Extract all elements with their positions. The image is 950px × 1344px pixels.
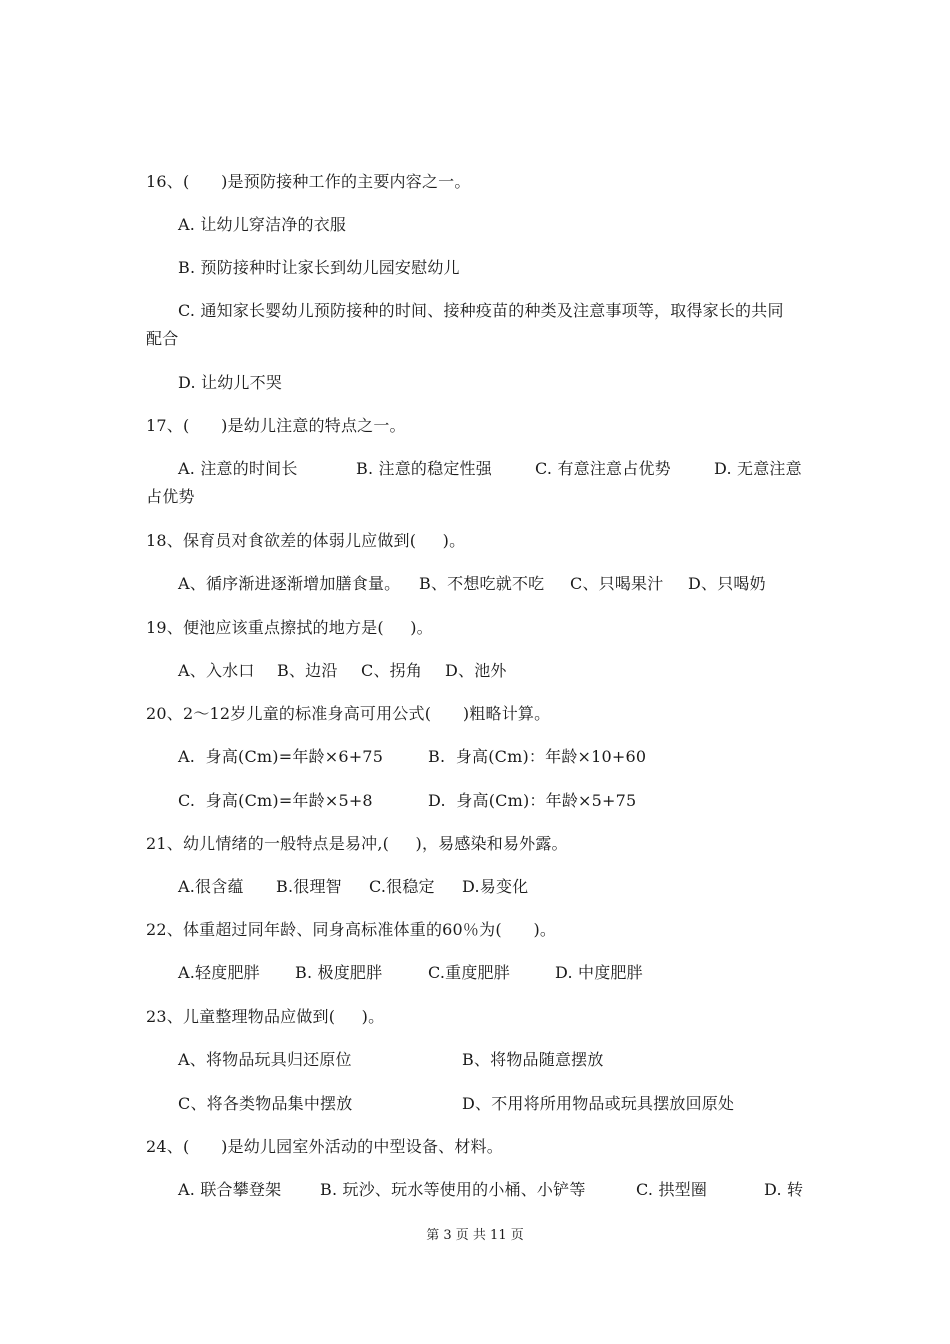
question-19: 19、便池应该重点擦拭的地方是( )。 [146,618,433,637]
q16-option-d: D. 让幼儿不哭 [178,373,283,392]
q17-option-a: A. 注意的时间长 [178,459,298,478]
q17-option-d: D. 无意注意 [714,459,802,478]
q19-option-c: C、拐角 [361,661,423,680]
q18-option-d: D、只喝奶 [688,574,766,593]
q18-option-b: B、不想吃就不吃 [419,574,545,593]
question-22: 22、体重超过同年龄、同身高标准体重的60％为( )。 [146,920,557,939]
q18-option-c: C、只喝果汁 [570,574,664,593]
q23-option-b: B、将物品随意摆放 [462,1050,604,1069]
q21-option-c: C.很稳定 [369,877,435,896]
q23-option-a: A、将物品玩具归还原位 [178,1050,352,1069]
question-20: 20、2～12岁儿童的标准身高可用公式( )粗略计算。 [146,704,551,723]
question-16: 16、( )是预防接种工作的主要内容之一。 [146,172,471,191]
q19-option-b: B、边沿 [277,661,338,680]
question-23: 23、儿童整理物品应做到( )。 [146,1007,385,1026]
q20-option-b: B. 身高(Cm)：年龄×10+60 [428,747,647,766]
q20-option-c: C. 身高(Cm)=年龄×5+8 [178,791,373,810]
q24-option-a: A. 联合攀登架 [178,1180,282,1199]
q21-option-a: A.很含蕴 [178,877,244,896]
q17-option-c: C. 有意注意占优势 [535,459,671,478]
question-24: 24、( )是幼儿园室外活动的中型设备、材料。 [146,1137,503,1156]
q16-option-b: B. 预防接种时让家长到幼儿园安慰幼儿 [178,258,460,277]
page-number-footer: 第 3 页 共 11 页 [426,1228,524,1243]
q21-option-d: D.易变化 [462,877,529,896]
q23-option-c: C、将各类物品集中摆放 [178,1094,353,1113]
q20-option-a: A. 身高(Cm)=年龄×6+75 [178,747,384,766]
q17-option-b: B. 注意的稳定性强 [356,459,492,478]
q24-option-b: B. 玩沙、玩水等使用的小桶、小铲等 [320,1180,586,1199]
question-17: 17、( )是幼儿注意的特点之一。 [146,416,406,435]
q24-option-c: C. 拱型圈 [636,1180,708,1199]
q19-option-a: A、入水口 [178,661,255,680]
q16-option-c-continued: 配合 [146,329,179,348]
q22-option-a: A.轻度肥胖 [178,963,260,982]
q19-option-d: D、池外 [445,661,507,680]
question-18: 18、保育员对食欲差的体弱儿应做到( )。 [146,531,466,550]
q22-option-c: C.重度肥胖 [428,963,510,982]
q21-option-b: B.很理智 [276,877,342,896]
q18-option-a: A、循序渐进逐渐增加膳食量。 [178,574,401,593]
q16-option-c: C. 通知家长婴幼儿预防接种的时间、接种疫苗的种类及注意事项等，取得家长的共同 [178,301,784,320]
q16-option-a: A. 让幼儿穿洁净的衣服 [178,215,347,234]
q22-option-d: D. 中度肥胖 [555,963,643,982]
question-21: 21、幼儿情绪的一般特点是易冲,( )，易感染和易外露。 [146,834,568,853]
q20-option-d: D. 身高(Cm)：年龄×5+75 [428,791,637,810]
q23-option-d: D、不用将所用物品或玩具摆放回原处 [462,1094,735,1113]
q22-option-b: B. 极度肥胖 [295,963,383,982]
q17-option-d-continued: 占优势 [146,487,195,506]
q24-option-d: D. 转 [764,1180,804,1199]
